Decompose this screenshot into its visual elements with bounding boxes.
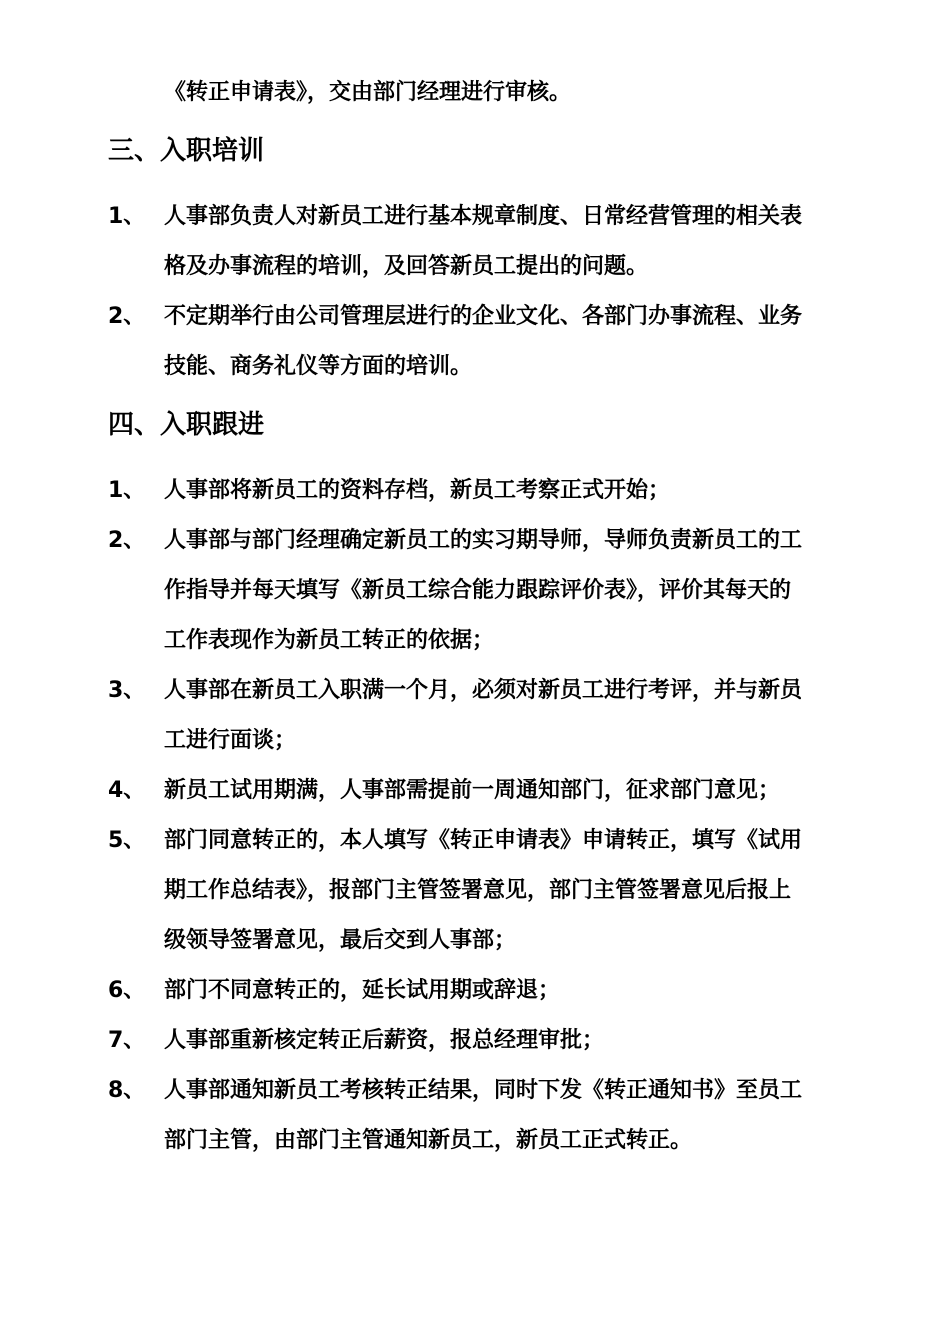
item-number: 8、 [108, 1078, 146, 1103]
item-text-line: 作指导并每天填写《新员工综合能力跟踪评价表》，评价其每天的 [164, 578, 792, 603]
item-number: 4、 [108, 778, 146, 803]
intro-line: 《转正申请表》，交由部门经理进行审核。 [164, 80, 572, 105]
item-number: 2、 [108, 304, 146, 329]
item-text-line: 新员工试用期满，人事部需提前一周通知部门，征求部门意见； [164, 778, 781, 803]
item-text-line: 部门不同意转正的，延长试用期或辞退； [164, 978, 561, 1003]
item-text-line: 人事部负责人对新员工进行基本规章制度、日常经营管理的相关表 [164, 204, 803, 229]
item-text-line: 格及办事流程的培训，及回答新员工提出的问题。 [164, 254, 649, 279]
item-number: 5、 [108, 828, 146, 853]
item-number: 7、 [108, 1028, 146, 1053]
item-text-line: 工进行面谈； [164, 728, 297, 753]
item-text-line: 人事部重新核定转正后薪资，报总经理审批； [164, 1028, 605, 1053]
section-heading-follow-up: 四、入职跟进 [108, 410, 265, 440]
item-number: 1、 [108, 204, 146, 229]
item-text-line: 部门同意转正的，本人填写《转正申请表》申请转正，填写《试用 [164, 828, 803, 853]
item-text-line: 人事部在新员工入职满一个月，必须对新员工进行考评，并与新员 [164, 678, 803, 703]
section-heading-training: 三、入职培训 [108, 136, 265, 166]
item-text-line: 人事部与部门经理确定新员工的实习期导师，导师负责新员工的工 [164, 528, 803, 553]
item-text-line: 技能、商务礼仪等方面的培训。 [164, 354, 473, 379]
item-text-line: 不定期举行由公司管理层进行的企业文化、各部门办事流程、业务 [164, 304, 803, 329]
item-text-line: 人事部通知新员工考核转正结果，同时下发《转正通知书》至员工 [164, 1078, 803, 1103]
item-number: 3、 [108, 678, 146, 703]
item-text-line: 部门主管，由部门主管通知新员工，新员工正式转正。 [164, 1128, 693, 1153]
item-number: 1、 [108, 478, 146, 503]
item-text-line: 人事部将新员工的资料存档，新员工考察正式开始； [164, 478, 671, 503]
item-number: 6、 [108, 978, 146, 1003]
item-number: 2、 [108, 528, 146, 553]
item-text-line: 级领导签署意见，最后交到人事部； [164, 928, 517, 953]
item-text-line: 期工作总结表》，报部门主管签署意见，部门主管签署意见后报上 [164, 878, 792, 903]
item-text-line: 工作表现作为新员工转正的依据； [164, 628, 495, 653]
